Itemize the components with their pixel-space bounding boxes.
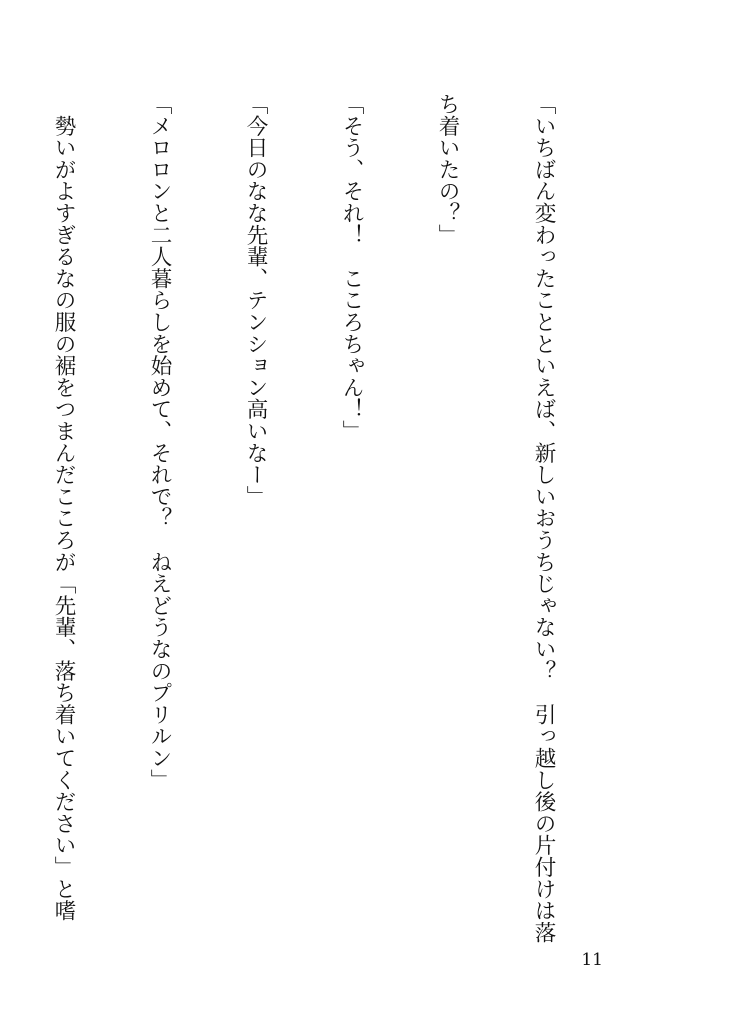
text-line: 「今日のなな先輩、テンション高いなー」 bbox=[243, 93, 268, 508]
vertical-text-body bbox=[51, 93, 623, 944]
text-line: 「いちばん変わったことといえば、新しいおうちじゃない？ 引っ越し後の片付けは落 bbox=[531, 93, 556, 944]
text-line: 「そう、それ！ こころちゃん！」 bbox=[339, 93, 364, 442]
text-line: ち着いたの？」 bbox=[435, 93, 460, 246]
text-line: 勢いがよすぎるなの服の裾をつまんだこころが「先輩、落ち着いてください」と嗜 bbox=[51, 93, 76, 922]
page-number: 11 bbox=[581, 950, 603, 970]
text-line: 「メロロンと二人暮らしを始めて、それで？ ねえどうなのプリルン」 bbox=[147, 93, 172, 791]
